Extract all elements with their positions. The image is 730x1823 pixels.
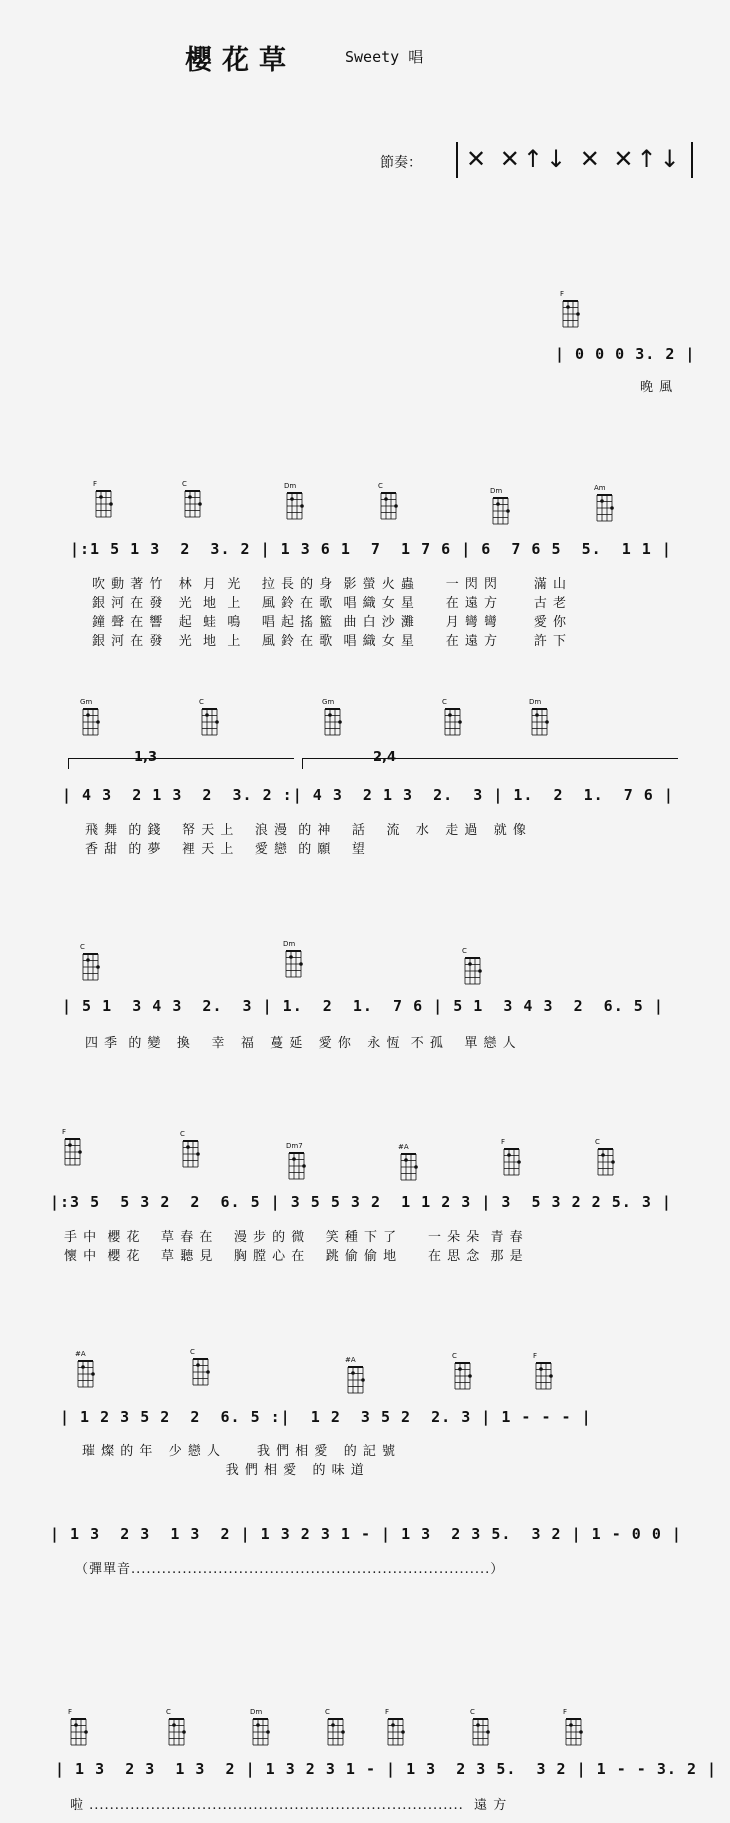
finger-dot <box>579 1730 583 1734</box>
finger-dot <box>401 1730 405 1734</box>
fretboard-grid <box>560 299 582 329</box>
lyric-line: 手 中 櫻 花 草 春 在 漫 步 的 微 笑 種 下 了 一 朵 朵 青 春 <box>64 1230 524 1245</box>
chord-diagram: C <box>595 1138 619 1177</box>
fretboard-grid <box>182 489 204 519</box>
fretboard-grid <box>442 707 464 737</box>
finger-dot <box>81 1365 85 1369</box>
song-title: 櫻花草 <box>185 45 296 76</box>
chord-diagram: Dm <box>250 1708 274 1747</box>
finger-dot <box>601 1153 605 1157</box>
fretboard-grid <box>594 493 616 523</box>
finger-dot <box>539 1367 543 1371</box>
notation-line: |:3 5 5 3 2 2 6. 5 | 3 5 5 3 2 1 1 2 3 | 3 5 3 2 2 5. 3 | <box>50 1193 672 1211</box>
chord-diagram: C <box>378 482 402 521</box>
fretboard-grid <box>283 949 305 979</box>
chord-diagram: F <box>501 1138 525 1177</box>
finger-dot <box>610 506 614 510</box>
notation-line: |:1 5 1 3 2 3. 2 | 1 3 6 1 7 1 7 6 | 6 7 6 5 5. 1 1 | <box>70 540 672 558</box>
chord-diagram: C <box>462 947 486 986</box>
lyric-line: （彈單音......................................................................） <box>75 1562 505 1577</box>
fretboard-grid <box>563 1717 585 1747</box>
lyric-line: 銀 河 在 發 光 地 上 風 鈴 在 歌 唱 織 女 星 在 遠 方 許 下 <box>92 634 568 649</box>
finger-dot <box>535 713 539 717</box>
chord-diagram: Dm <box>490 487 514 526</box>
fretboard-grid <box>80 707 102 737</box>
lyric-line: 懷 中 櫻 花 草 聽 見 胸 膛 心 在 跳 偷 偷 地 在 思 念 那 是 <box>64 1249 524 1264</box>
fretboard-grid <box>75 1359 97 1389</box>
chord-diagram: F <box>560 290 584 329</box>
fretboard-grid <box>190 1357 212 1387</box>
chord-diagram: Dm <box>529 698 553 737</box>
chord-diagram: F <box>68 1708 92 1747</box>
finger-dot <box>569 1723 573 1727</box>
finger-dot <box>302 1164 306 1168</box>
finger-dot <box>458 720 462 724</box>
finger-dot <box>468 1374 472 1378</box>
lyric-line: 晚 風 <box>640 380 674 395</box>
finger-dot <box>74 1723 78 1727</box>
chord-diagram: C <box>190 1348 214 1387</box>
finger-dot <box>476 1723 480 1727</box>
fretboard-grid <box>501 1147 523 1177</box>
singer-label: Sweety 唱 <box>345 48 424 66</box>
chord-diagram: Am <box>594 484 618 523</box>
finger-dot <box>545 720 549 724</box>
fretboard-grid <box>93 489 115 519</box>
finger-dot <box>206 1370 210 1374</box>
fretboard-grid <box>378 491 400 521</box>
fretboard-grid <box>385 1717 407 1747</box>
lyric-line: 香 甜 的 夢 裡 天 上 愛 戀 的 願 望 <box>85 842 366 857</box>
finger-dot <box>448 713 452 717</box>
chord-diagram: Dm <box>284 482 308 521</box>
fretboard-grid <box>595 1147 617 1177</box>
finger-dot <box>300 504 304 508</box>
finger-dot <box>404 1158 408 1162</box>
chord-diagram: #A <box>345 1356 369 1395</box>
notation-line: | 4 3 2 1 3 2 3. 2 :| 4 3 2 1 3 2. 3 | 1. 2 1. 7 6 | <box>62 786 674 804</box>
finger-dot <box>576 312 580 316</box>
finger-dot <box>331 1723 335 1727</box>
finger-dot <box>68 1143 72 1147</box>
finger-dot <box>205 713 209 717</box>
lyric-line: 吹 動 著 竹 林 月 光 拉 長 的 身 影 螢 火 蟲 一 閃 閃 滿 山 <box>92 577 568 592</box>
lyric-line: 我 們 相 愛 的 味 道 <box>82 1463 365 1478</box>
finger-dot <box>517 1160 521 1164</box>
fretboard-grid <box>250 1717 272 1747</box>
lyric-line: 銀 河 在 發 光 地 上 風 鈴 在 歌 唱 織 女 星 在 遠 方 古 老 <box>92 596 568 611</box>
lyric-line: 璀 燦 的 年 少 戀 人 我 們 相 愛 的 記 號 <box>82 1444 397 1459</box>
chord-diagram: C <box>80 943 104 982</box>
finger-dot <box>182 1730 186 1734</box>
finger-dot <box>600 499 604 503</box>
fretboard-grid <box>166 1717 188 1747</box>
volta-label: 2,4 <box>373 750 397 765</box>
fretboard-grid <box>529 707 551 737</box>
chord-diagram: F <box>93 480 117 519</box>
finger-dot <box>506 509 510 513</box>
finger-dot <box>215 720 219 724</box>
finger-dot <box>384 497 388 501</box>
chord-diagram: F <box>385 1708 409 1747</box>
finger-dot <box>78 1150 82 1154</box>
finger-dot <box>391 1723 395 1727</box>
fretboard-grid <box>533 1361 555 1391</box>
finger-dot <box>338 720 342 724</box>
chord-diagram: C <box>180 1130 204 1169</box>
finger-dot <box>86 958 90 962</box>
fretboard-grid <box>398 1152 420 1182</box>
fretboard-grid <box>80 952 102 982</box>
chord-diagram: F <box>62 1128 86 1167</box>
chord-diagram: Dm7 <box>286 1142 310 1181</box>
finger-dot <box>188 495 192 499</box>
finger-dot <box>84 1730 88 1734</box>
fretboard-grid <box>199 707 221 737</box>
fretboard-grid <box>284 491 306 521</box>
finger-dot <box>361 1378 365 1382</box>
finger-dot <box>196 1363 200 1367</box>
finger-dot <box>549 1374 553 1378</box>
finger-dot <box>289 955 293 959</box>
finger-dot <box>299 962 303 966</box>
rhythm-pattern <box>448 142 701 178</box>
chord-diagram: Dm <box>283 940 307 979</box>
chord-diagram: C <box>166 1708 190 1747</box>
chord-diagram: F <box>563 1708 587 1747</box>
fretboard-grid <box>345 1365 367 1395</box>
rhythm-pattern-text: ✕ ✕↑↓ ✕ ✕↑↓ <box>466 145 683 173</box>
volta-label: 1,3 <box>134 750 158 765</box>
rhythm-label: 節奏： <box>380 155 422 171</box>
lyric-line: 四 季 的 變 換 幸 福 蔓 延 愛 你 永 恆 不 孤 單 戀 人 <box>85 1036 517 1051</box>
finger-dot <box>99 495 103 499</box>
lyric-line: 飛 舞 的 錢 帑 天 上 浪 漫 的 神 話 流 水 走 過 就 像 <box>85 823 527 838</box>
finger-dot <box>96 965 100 969</box>
finger-dot <box>351 1371 355 1375</box>
notation-line: | 0 0 0 3. 2 | <box>555 345 696 363</box>
finger-dot <box>91 1372 95 1376</box>
chord-diagram: C <box>452 1352 476 1391</box>
finger-dot <box>478 969 482 973</box>
finger-dot <box>394 504 398 508</box>
fretboard-grid <box>180 1139 202 1169</box>
volta-bracket <box>68 750 294 769</box>
finger-dot <box>196 1152 200 1156</box>
finger-dot <box>292 1157 296 1161</box>
lyric-line: 鐘 聲 在 響 起 蛙 鳴 唱 起 搖 籃 曲 白 沙 灘 月 彎 彎 愛 你 <box>92 615 568 630</box>
fretboard-grid <box>68 1717 90 1747</box>
finger-dot <box>341 1730 345 1734</box>
finger-dot <box>266 1730 270 1734</box>
finger-dot <box>256 1723 260 1727</box>
notation-line: | 1 3 2 3 1 3 2 | 1 3 2 3 1 - | 1 3 2 3 5. 3 2 | 1 - - 3. 2 | <box>55 1760 718 1778</box>
chord-diagram: Gm <box>80 698 104 737</box>
finger-dot <box>186 1145 190 1149</box>
finger-dot <box>458 1367 462 1371</box>
finger-dot <box>414 1165 418 1169</box>
fretboard-grid <box>322 707 344 737</box>
fretboard-grid <box>490 496 512 526</box>
chord-diagram: C <box>470 1708 494 1747</box>
chord-diagram: C <box>442 698 466 737</box>
fretboard-grid <box>62 1137 84 1167</box>
finger-dot <box>468 962 472 966</box>
chord-diagram: C <box>199 698 223 737</box>
fretboard-grid <box>462 956 484 986</box>
chord-diagram: #A <box>398 1143 422 1182</box>
notation-line: | 1 2 3 5 2 2 6. 5 :| 1 2 3 5 2 2. 3 | 1 - - - | <box>60 1408 592 1426</box>
chord-diagram: Gm <box>322 698 346 737</box>
finger-dot <box>86 713 90 717</box>
finger-dot <box>496 502 500 506</box>
chord-diagram: #A <box>75 1350 99 1389</box>
fretboard-grid <box>470 1717 492 1747</box>
notation-line: | 5 1 3 4 3 2. 3 | 1. 2 1. 7 6 | 5 1 3 4 3 2 6. 5 | <box>62 997 664 1015</box>
fretboard-grid <box>286 1151 308 1181</box>
finger-dot <box>172 1723 176 1727</box>
finger-dot <box>290 497 294 501</box>
finger-dot <box>198 502 202 506</box>
finger-dot <box>96 720 100 724</box>
finger-dot <box>611 1160 615 1164</box>
notation-line: | 1 3 2 3 1 3 2 | 1 3 2 3 1 - | 1 3 2 3 5. 3 2 | 1 - 0 0 | <box>50 1525 682 1543</box>
finger-dot <box>109 502 113 506</box>
finger-dot <box>507 1153 511 1157</box>
fretboard-grid <box>452 1361 474 1391</box>
finger-dot <box>566 305 570 309</box>
finger-dot <box>486 1730 490 1734</box>
finger-dot <box>328 713 332 717</box>
chord-diagram: C <box>325 1708 349 1747</box>
chord-diagram: F <box>533 1352 557 1391</box>
fretboard-grid <box>325 1717 347 1747</box>
lyric-line: 啦 ......................................................................... 遠 方 <box>70 1798 508 1813</box>
volta-bracket <box>302 750 678 769</box>
chord-diagram: C <box>182 480 206 519</box>
